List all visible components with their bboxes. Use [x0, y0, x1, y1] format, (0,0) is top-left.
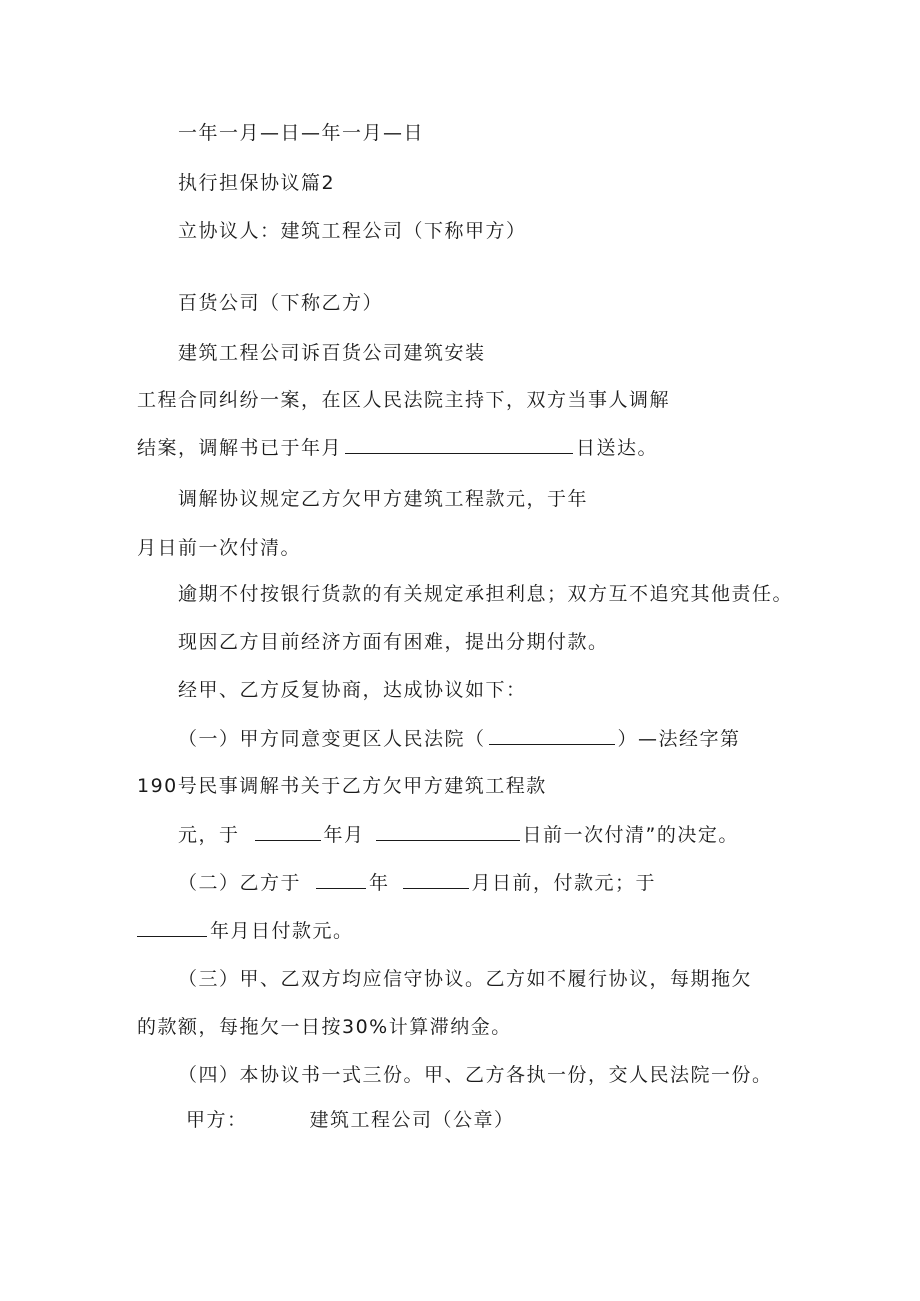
- fill-blank: [489, 727, 615, 745]
- paragraph-text: 年: [369, 872, 390, 894]
- fill-blank: [255, 823, 321, 841]
- paragraph-text: 的款额，每拖欠一日按30%计算滞纳金。: [137, 1016, 512, 1038]
- paragraph-text: 经甲、乙方反复协商，达成协议如下：: [178, 679, 527, 701]
- clause-2-line: [178, 871, 656, 895]
- paragraph-line: [178, 678, 527, 702]
- paragraph-text: 逾期不付按银行货款的有关规定承担利息；双方互不追究其他责任。: [178, 583, 794, 605]
- fill-blank: [345, 436, 573, 454]
- paragraph-text: 元，于: [178, 824, 240, 846]
- paragraph-line: [178, 630, 609, 654]
- paragraph-line: [178, 341, 486, 365]
- signature-company: 建筑工程公司（公章）: [309, 1109, 515, 1131]
- paragraph-text: 年月日付款元。: [210, 920, 354, 942]
- party-a-line: [178, 219, 527, 243]
- paragraph-line: [178, 487, 588, 511]
- paragraph-text: ）—法经字第: [617, 728, 741, 750]
- paragraph-text: 年月: [323, 824, 365, 846]
- fill-blank: [316, 871, 366, 889]
- signature-line: [186, 1108, 515, 1132]
- signature-label: 甲方：: [186, 1109, 248, 1131]
- clause-1-line: [178, 727, 741, 751]
- paragraph-text: 日前一次付清”的决定。: [522, 824, 739, 846]
- paragraph-text: 190号民事调解书关于乙方欠甲方建筑工程款: [137, 775, 547, 797]
- paragraph-text: 结案，调解书已于年月: [137, 437, 343, 459]
- paragraph-text: 建筑工程公司诉百货公司建筑安装: [178, 342, 486, 364]
- paragraph-text: 月日前，付款元；于: [471, 872, 657, 894]
- paragraph-text: 月日前一次付清。: [137, 537, 302, 559]
- paragraph-text: （三）甲、乙双方均应信守协议。乙方如不履行协议，每期拖欠: [178, 968, 753, 990]
- party-b-line: [178, 291, 383, 315]
- paragraph-text: 工程合同纠纷一案，在区人民法院主持下，双方当事人调解: [137, 389, 671, 411]
- paragraph-text: （四）本协议书一式三份。甲、乙方各执一份，交人民法院一份。: [178, 1064, 773, 1086]
- paragraph-text: 现因乙方目前经济方面有困难，提出分期付款。: [178, 631, 609, 653]
- fill-blank: [403, 871, 469, 889]
- paragraph-line: [137, 436, 658, 460]
- section-heading: [178, 171, 335, 195]
- fill-blank: [376, 823, 520, 841]
- paragraph-line: [178, 823, 739, 847]
- fill-blank: [137, 919, 207, 937]
- clause-4-line: [178, 1063, 773, 1087]
- section-heading-text: 执行担保协议篇2: [178, 172, 336, 194]
- date-range-line: [178, 121, 424, 145]
- paragraph-line: [137, 1015, 512, 1039]
- paragraph-line: [178, 582, 793, 606]
- paragraph-text: （二）乙方于: [178, 872, 302, 894]
- paragraph-line: [137, 388, 670, 412]
- paragraph-line: [137, 774, 547, 798]
- paragraph-text: （一）甲方同意变更区人民法院（: [178, 728, 486, 750]
- party-b-text: 百货公司（下称乙方）: [178, 292, 384, 314]
- paragraph-line: [137, 536, 301, 560]
- party-a-text: 立协议人：建筑工程公司（下称甲方）: [178, 220, 527, 242]
- paragraph-text: 调解协议规定乙方欠甲方建筑工程款元，于年: [178, 488, 589, 510]
- paragraph-line: [137, 919, 354, 943]
- clause-3-line: [178, 967, 752, 991]
- paragraph-text: 日送达。: [576, 437, 659, 459]
- date-range-text: 一年一月—日—年一月—日: [178, 122, 425, 144]
